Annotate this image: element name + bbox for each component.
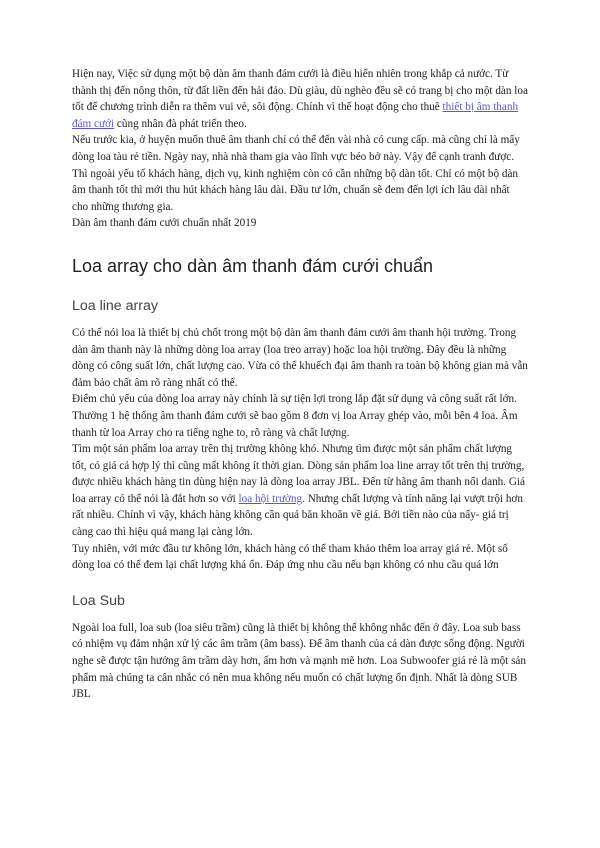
subsection-heading-sub: Loa Sub (72, 592, 125, 609)
line-array-paragraph-4: Tuy nhiên, với mức đầu tư không lớn, khách hàng có thể tham khảo thêm loa array giá rẻ. Một số dòng loa có thể đem lại chất lượng khá ổn. Đáp ứng nhu cầu nếu bạn không có nhu cầu quá lớn (72, 542, 508, 572)
sub-paragraph-1: Ngoài loa full, loa sub (loa siêu trầm) cũng là thiết bị không thể không nhắc đến ở đây. Loa sub bass có nhiệm vụ đảm nhận xử lý các âm trầm (âm bass). Để âm thanh của cả dàn được sống động. Người nghe sẽ được tận hưởng âm trầm dày hơn, ấm hơn và mạnh mẽ hơn. Loa Subwoofer giá rẻ là một sản phẩm mà chúng ta cân nhắc có nên mua không nếu muốn có chất lượng ổn định. Nhất là dòng SUB JBL (72, 621, 526, 701)
line-array-paragraph-2: Điểm chủ yếu của dòng loa array này chính là sự tiện lợi trong lắp đặt sử dụng và công suất rất lớn. Thường 1 hệ thống âm thanh đám cưới sẽ bao gồm 8 đơn vị loa Array ghép vào, mỗi bên 4 loa. Âm thanh từ loa Array cho ra tiếng nghe to, rõ ràng và chất lượng. (72, 393, 518, 439)
wedding-sound-equipment-link[interactable]: thiết bị âm thanh đám cưới (72, 101, 519, 130)
intro-text-after-link: cũng nhân đà phát triển theo. (114, 117, 247, 130)
line-array-text-after-link: . Nhưng chất lượng và tính năng lại vượt trội hơn rất nhiều. Chính vì vậy, khách hàng không cần quá băn khoăn về giá. Bởi tiền nào của nấy- giá trị càng cao thì hiệu quả mang lại càng lớn. (72, 492, 523, 539)
subsection-heading-line-array: Loa line array (72, 297, 158, 314)
conference-speaker-link[interactable]: loa hội trường (238, 492, 303, 505)
intro-paragraph-1 (72, 66, 528, 132)
line-array-text-before-link: Tìm một sản phẩm loa array trên thị trường không khó. Nhưng tìm được một sản phẩm chất lượng tốt, có giá cả hợp lý thì cũng mất không ít thời gian. Dòng sản phẩm loa line array tốt trên thị trường, được nhiều khách hàng tin dùng hiện nay là dòng loa array JBL. Đến từ hãng âm thanh nổi danh. Giá loa array có thể nói là đắt hơn so với (72, 443, 526, 505)
intro-paragraph-3: Dàn âm thanh đám cưới chuẩn nhất 2019 (72, 217, 257, 230)
line-array-paragraph-1: Có thể nói loa là thiết bị chủ chốt trong một bộ dàn âm thanh đám cưới âm thanh hội trường. Trong dàn âm thanh này là những dòng loa array (loa treo array) hoặc loa hội trường. Đây đều là những dòng có công suất lớn, chất lượng cao. Vừa có thể khuếch đại âm thanh ra toàn bộ không gian mà vẫn đảm bảo chất âm rõ ràng nhất có thể. (72, 326, 528, 389)
intro-paragraph-2: Nếu trước kia, ở huyện muốn thuê âm thanh chỉ có thể đến vài nhà có cung cấp. mà cũng chỉ là mấy dòng loa tàu rẻ tiền. Ngày nay, nhà nhà tham gia vào lĩnh vực béo bở này. Vậy để cạnh tranh được. Thì ngoài yếu tố khách hàng, dịch vụ, kinh nghiệm còn có cần những bộ dàn tốt. Chỉ có một bộ dàn âm thanh tốt thì mới thu hút khách hàng lâu dài. Đầu tư lớn, chuẩn sẽ đem đến lợi ích lâu dài nhất cho những thương gia. (72, 134, 520, 213)
section-heading-array: Loa array cho dàn âm thanh đám cưới chuẩn (72, 255, 434, 276)
line-array-paragraph-3 (72, 441, 528, 541)
intro-text-before-link: Hiện nay, Việc sử dụng một bộ dàn âm thanh đám cưới là điều hiển nhiên trong khắp cả nước. Từ thành thị đến nông thôn, từ đất liền đến hải đảo. Dù giàu, dù nghèo đều sẽ có trang bị cho một dàn loa tốt để chương trình diễn ra thêm vui vẻ, sôi động. Chính vì thế hoạt động cho thuê (72, 68, 528, 114)
